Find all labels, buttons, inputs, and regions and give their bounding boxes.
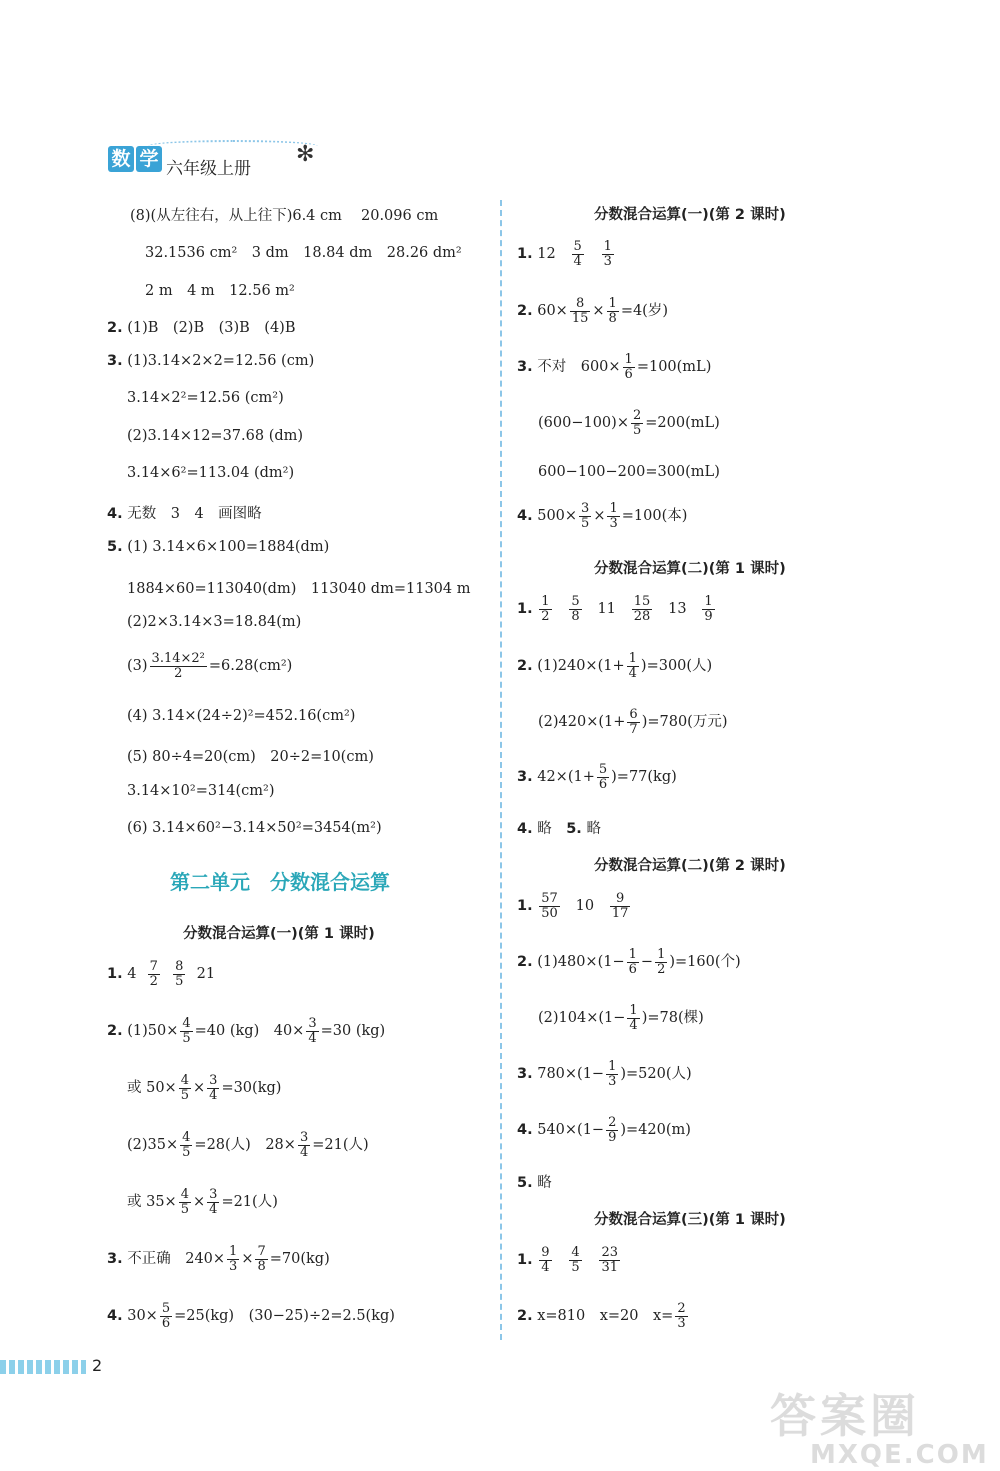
header-title: 六年级上册	[166, 159, 251, 179]
text: 不对 600×	[537, 359, 621, 376]
text: 4	[209, 1087, 218, 1103]
fraction	[148, 960, 160, 988]
fraction	[160, 1302, 172, 1330]
fraction	[627, 708, 639, 736]
text: 500×	[537, 508, 578, 525]
text: (600−100)×	[538, 415, 629, 432]
text: 3	[229, 1258, 238, 1274]
text: 7	[257, 1244, 266, 1259]
line: 或 35× $\frac{4}{5}$ × $\frac{3}{4}$ =21(人)	[127, 1187, 278, 1217]
text: 2	[174, 665, 183, 681]
text: 9	[608, 1129, 617, 1145]
fraction	[632, 595, 653, 623]
fraction	[607, 297, 619, 325]
fraction	[597, 763, 609, 791]
line	[517, 892, 632, 920]
q-num: 2.	[517, 954, 533, 971]
q-num: 2.	[517, 658, 533, 675]
fraction	[572, 240, 584, 268]
logo-char-2: 学	[136, 146, 162, 172]
q-num: 1.	[517, 601, 533, 618]
text: =28(人) 28×	[194, 1137, 296, 1154]
column-divider	[500, 200, 502, 1340]
text: −	[640, 954, 654, 971]
line: 3.14×10²=314(cm²)	[127, 783, 275, 799]
fraction	[570, 297, 591, 325]
text: =100(本)	[621, 508, 688, 525]
text: 3	[581, 501, 590, 516]
q-num: 4.	[107, 1308, 123, 1325]
line	[538, 1004, 704, 1032]
header-decoration	[148, 140, 318, 152]
text: 9	[704, 608, 713, 624]
text: 23	[601, 1245, 618, 1260]
text: x=810 x=20 x=	[537, 1308, 674, 1325]
text: 5	[161, 1301, 171, 1316]
watermark	[770, 1380, 989, 1470]
text: 2	[677, 1301, 686, 1316]
text: )=780(万元)	[641, 714, 728, 731]
line: 无数 3 4 画图略	[127, 506, 262, 522]
line: 4. 500× $\frac{3}{5}$ × $\frac{1}{3}$ =100(本)	[517, 501, 688, 531]
q-num: 2.	[517, 1308, 533, 1325]
text: 5	[598, 762, 608, 777]
text: 11	[597, 601, 616, 618]
fraction	[569, 1246, 581, 1274]
q-num: 1.	[517, 246, 533, 263]
text: 5	[182, 1030, 191, 1046]
line: 32.1536 cm² 3 dm 18.84 dm 28.26 dm²	[145, 245, 462, 261]
text: 4	[180, 1187, 189, 1202]
text: 或 50×	[127, 1080, 177, 1097]
text: (1)480×(1−	[537, 954, 625, 971]
text: =6.28(cm²)	[208, 658, 293, 675]
text: 5	[632, 422, 642, 438]
line	[517, 1302, 690, 1330]
text: =30(kg)	[221, 1080, 282, 1097]
fraction	[207, 1188, 219, 1216]
text: 5	[571, 1259, 580, 1275]
text: 略	[537, 1175, 552, 1191]
line	[107, 1017, 385, 1045]
text: )=300(人)	[640, 658, 713, 675]
q-num: 4.	[517, 821, 533, 837]
text: 57	[541, 891, 558, 906]
text: (1)50×	[127, 1023, 179, 1040]
line	[517, 595, 717, 623]
fraction	[180, 1017, 192, 1045]
fraction	[627, 1004, 639, 1032]
text: (1)240×(1+	[537, 658, 625, 675]
q-num: 2.	[107, 320, 123, 336]
line	[538, 409, 720, 437]
text: 4	[541, 1259, 550, 1275]
text: 3	[308, 1016, 317, 1031]
text: =25(kg) (30−25)÷2=2.5(kg)	[174, 1308, 395, 1325]
text: 3	[609, 515, 618, 531]
section-title: 分数混合运算(二)(第 1 课时)	[594, 561, 786, 577]
line: 600−100−200=300(mL)	[538, 464, 720, 480]
unit-title: 第二单元 分数混合运算	[170, 870, 390, 894]
text: 1	[609, 501, 618, 516]
text: 60×	[537, 303, 568, 320]
text: 3	[608, 1073, 617, 1089]
text: 6	[629, 707, 638, 722]
q-num: 3.	[517, 359, 533, 376]
text: 5	[182, 1144, 191, 1160]
text: =4(岁)	[620, 303, 669, 320]
line	[107, 1302, 395, 1330]
fraction	[179, 1074, 191, 1102]
fraction	[150, 652, 207, 680]
fraction	[306, 1017, 318, 1045]
text: 780×(1−	[537, 1066, 605, 1083]
line	[517, 240, 616, 268]
line	[107, 316, 296, 337]
text: 略	[586, 821, 601, 837]
text: 3	[677, 1315, 686, 1331]
text: 6	[598, 776, 608, 792]
text: 1	[704, 594, 713, 609]
text: 4	[308, 1030, 317, 1046]
text: 8	[570, 297, 591, 312]
fraction	[606, 1060, 618, 1088]
section-title: 分数混合运算(三)(第 1 课时)	[594, 1212, 786, 1228]
section-title: 分数混合运算(一)(第 2 课时)	[594, 207, 786, 223]
text: 8	[608, 310, 617, 326]
text: 2	[608, 1115, 617, 1130]
text: 28	[633, 608, 651, 624]
text: 50	[541, 905, 558, 921]
text: 540×(1−	[537, 1122, 605, 1139]
line: 1884×60=113040(dm) 113040 dm=11304 m	[127, 581, 471, 597]
q-num: 1.	[517, 1252, 533, 1269]
text: 4	[182, 1016, 191, 1031]
q-num: 1.	[517, 898, 533, 915]
line: (8)(从左往右，从上往下)6.4 cm 20.096 cm	[130, 208, 439, 224]
line	[538, 708, 727, 736]
fraction	[675, 1302, 687, 1330]
fraction	[298, 1131, 310, 1159]
text: 1	[628, 947, 637, 962]
logo-char-1: 数	[108, 146, 134, 172]
text: 2	[149, 973, 158, 989]
text: 9	[541, 1245, 550, 1260]
line: 3. 不正确 240× $\frac{1}{3}$ × $\frac{7}{8}$ =70(kg)	[107, 1244, 330, 1274]
text: 5	[581, 515, 590, 531]
text: 8	[257, 1258, 266, 1274]
text: 13	[668, 601, 687, 618]
q-num: 2.	[107, 1023, 123, 1040]
line: 3.14×6²=113.04 (dm²)	[127, 465, 295, 481]
line: 3.14×2²=12.56 (cm²)	[127, 390, 284, 406]
text: 6	[624, 366, 633, 382]
bee-icon: ✻	[296, 142, 315, 167]
text: 1	[657, 947, 666, 962]
fraction	[255, 1245, 267, 1273]
fraction	[173, 960, 185, 988]
fraction	[579, 502, 591, 530]
line	[127, 1131, 369, 1159]
fraction	[607, 502, 619, 530]
text: 1	[608, 296, 617, 311]
line: (1)B (2)B (3)B (4)B	[127, 320, 296, 336]
text: 4	[182, 1130, 191, 1145]
text: 10	[575, 898, 595, 915]
text: 3.14×2²	[151, 651, 205, 666]
text: 15	[633, 594, 651, 609]
text: 9	[610, 892, 631, 907]
text: 1	[603, 239, 612, 254]
line: 2. 60× $\frac{8}{15}$ × $\frac{1}{8}$ =4(岁)	[517, 296, 669, 326]
fraction	[606, 1116, 618, 1144]
text: 4	[209, 1201, 218, 1217]
section-title: 分数混合运算(一)(第 1 课时)	[183, 926, 375, 942]
text: )=77(kg)	[611, 769, 677, 786]
q-num: 4.	[517, 508, 533, 525]
fraction	[627, 652, 639, 680]
line	[107, 502, 262, 523]
text: 5	[571, 594, 580, 609]
fraction	[702, 595, 714, 623]
fraction	[539, 892, 560, 920]
text: =70(kg)	[269, 1251, 330, 1268]
text: =100(mL)	[636, 359, 712, 376]
fraction	[610, 892, 631, 920]
text: MXQE.COM	[810, 1440, 989, 1470]
text: 1	[229, 1244, 238, 1259]
q-num: 3.	[107, 1251, 123, 1268]
text: )=78(棵)	[641, 1010, 704, 1027]
text: 42×(1+	[537, 769, 595, 786]
line	[517, 1171, 552, 1192]
line: (6) 3.14×60²−3.14×50²=3454(m²)	[127, 820, 382, 836]
text: 6	[161, 1315, 171, 1331]
line: 或 50× $\frac{4}{5}$ × $\frac{3}{4}$ =30(kg)	[127, 1073, 282, 1103]
page-number: 2	[92, 1356, 103, 1375]
text: 5	[180, 1087, 189, 1103]
text: )=420(m)	[620, 1122, 691, 1139]
line	[517, 1116, 691, 1144]
text: 1	[541, 594, 550, 609]
text: 4	[628, 665, 637, 681]
text: )=160(个)	[669, 954, 741, 971]
text: (2)35×	[127, 1137, 179, 1154]
line	[517, 1246, 622, 1274]
text: 8	[175, 959, 184, 974]
line	[107, 353, 314, 369]
text: 5	[180, 1201, 189, 1217]
line	[517, 1060, 692, 1088]
q-num: 5.	[566, 821, 582, 837]
text: 15	[571, 310, 589, 326]
text: 31	[601, 1259, 618, 1275]
line	[107, 960, 215, 988]
line	[107, 539, 329, 555]
line: (1)3.14×2×2=12.56 (cm)	[127, 353, 315, 369]
text: (2)420×(1+	[538, 714, 626, 731]
text: 3	[209, 1187, 218, 1202]
text: 5	[175, 973, 184, 989]
fraction	[569, 595, 581, 623]
line: (5) 80÷4=20(cm) 20÷2=10(cm)	[127, 749, 374, 765]
text: =200(mL)	[645, 415, 720, 432]
fraction	[539, 595, 551, 623]
text: 3	[209, 1073, 218, 1088]
text: 21	[196, 966, 216, 983]
line: (2)3.14×12=37.68 (dm)	[127, 428, 304, 444]
line	[517, 353, 711, 381]
text: 17	[611, 905, 629, 921]
fraction	[180, 1131, 192, 1159]
footer-bar	[0, 1360, 86, 1374]
text: 2	[541, 608, 550, 624]
fraction	[623, 353, 635, 381]
text: )=520(人)	[620, 1066, 692, 1083]
q-num: 3.	[517, 1066, 533, 1083]
q-num: 3.	[107, 353, 123, 369]
text: 7	[629, 721, 638, 737]
text: 4	[180, 1073, 189, 1088]
text: 12	[537, 246, 556, 263]
text: (2)104×(1−	[538, 1010, 626, 1027]
text: 1	[624, 352, 633, 367]
line	[517, 652, 712, 680]
text: =21(人)	[312, 1137, 369, 1154]
text: 不正确 240×	[127, 1251, 226, 1268]
fraction	[179, 1188, 191, 1216]
q-num: 2.	[517, 303, 533, 320]
text: 略	[537, 821, 567, 837]
line: 2 m 4 m 12.56 m²	[145, 283, 295, 299]
text: 或 35×	[127, 1194, 177, 1211]
line	[127, 652, 292, 680]
text: 2	[657, 961, 666, 977]
text: 3	[603, 253, 612, 269]
fraction	[631, 409, 643, 437]
q-num: 3.	[517, 769, 533, 786]
line: (1) 3.14×6×100=1884(dm)	[127, 539, 330, 555]
text: 1	[629, 1003, 638, 1018]
text: =30 (kg)	[320, 1023, 386, 1040]
q-num: 5.	[517, 1175, 533, 1191]
book-header	[108, 140, 348, 190]
text: 答案圈	[770, 1389, 920, 1443]
q-num: 5.	[107, 539, 123, 555]
text: 4	[629, 1017, 638, 1033]
text: (3)	[127, 658, 148, 675]
text: 4	[127, 966, 137, 983]
line	[517, 948, 741, 976]
fraction	[599, 1246, 620, 1274]
q-num: 4.	[517, 1122, 533, 1139]
text: 5	[573, 239, 582, 254]
text: 6	[628, 961, 637, 977]
line	[517, 763, 677, 791]
text: 4	[571, 1245, 580, 1260]
fraction	[627, 948, 639, 976]
q-num: 4.	[107, 506, 123, 522]
fraction	[602, 240, 614, 268]
text: 30×	[127, 1308, 158, 1325]
fraction	[227, 1245, 239, 1273]
text: =21(人)	[221, 1194, 278, 1211]
fraction	[539, 1246, 551, 1274]
line: (2)2×3.14×3=18.84(m)	[127, 614, 302, 630]
fraction	[655, 948, 667, 976]
line: (4) 3.14×(24÷2)²=452.16(cm²)	[127, 708, 356, 724]
text: =40 (kg) 40×	[194, 1023, 305, 1040]
fraction	[207, 1074, 219, 1102]
section-title: 分数混合运算(二)(第 2 课时)	[594, 858, 786, 874]
text: 3	[299, 1130, 309, 1145]
text: 7	[149, 959, 158, 974]
q-num: 1.	[107, 966, 123, 983]
text: 4	[299, 1144, 309, 1160]
text: 1	[608, 1059, 617, 1074]
text: 1	[628, 651, 637, 666]
line	[517, 817, 601, 838]
text: 8	[571, 608, 580, 624]
text: 2	[632, 408, 642, 423]
text: 4	[573, 253, 582, 269]
